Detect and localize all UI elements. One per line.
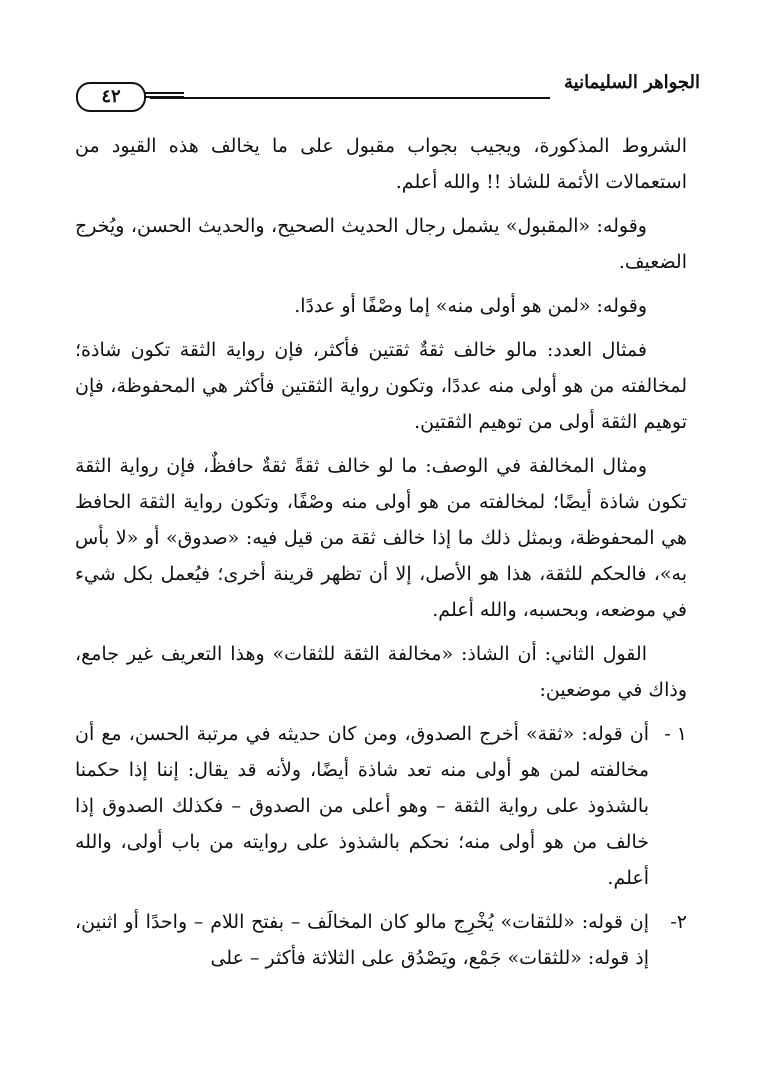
list-item [75, 716, 687, 896]
paragraph-maqbul: وقوله: «المقبول» يشمل رجال الحديث الصحيح، والحديث الحسن، ويُخرج الضعيف. [75, 215, 687, 273]
list-item-text: أن قوله: «ثقة» أخرج الصدوق، ومن كان حديثه في مرتبة الحسن، مع أن مخالفته لمن هو أولى منه تعد شاذة أيضًا، ولأنه قد يقال: إننا إذا حكمنا بالشذوذ على رواية الثقة – وهو أعلى من الصدوق – فكذلك الصدوق إذا خالف من هو أولى منه؛ نحكم بالشذوذ على روايته من باب أولى، والله أعلم. [75, 723, 649, 889]
book-title: الجواهر السليمانية [563, 72, 700, 93]
paragraph-continuation: الشروط المذكورة، ويجيب بجواب مقبول على ما يخالف هذه القيود من استعمالات الأئمة للشاذ !! والله أعلم. [75, 135, 687, 193]
paragraph-number-example: فمثال العدد: مالو خالف ثقةٌ ثقتين فأكثر، فإن رواية الثقة تكون شاذة؛ لمخالفته من هو أولى منه عددًا، وتكون رواية الثقتين فأكثر هي المحفوظة، فإن توهيم الثقة أولى من توهيم الثقتين. [75, 339, 687, 433]
page-header [60, 70, 700, 110]
header-rule [150, 97, 550, 99]
list-item [75, 904, 687, 976]
list-marker: ٢- [670, 911, 687, 933]
page-number: ٤٢ [76, 82, 146, 112]
list-item-text: إن قوله: «للثقات» يُخْرِج مالو كان المخالَف – بفتح اللام – واحدًا أو اثنين، إذ قوله: «للثقات» جَمْع، ويَصْدُق على الثلاثة فأكثر – على [75, 911, 649, 969]
header-ornament [144, 92, 184, 100]
page-body [75, 128, 687, 984]
paragraph-description-example: ومثال المخالفة في الوصف: ما لو خالف ثقةً ثقةٌ حافظٌ، فإن رواية الثقة تكون شاذة أيضًا؛ لمخالفته من هو أولى منه وصْفًا، وتكون رواية الثقة الحافظ هي المحفوظة، وبمثل ذلك ما إذا خالف ثقة من قيل فيه: «صدوق» أو «لا بأس به»، فالحكم للثقة، هذا هو الأصل، إلا أن تظهر قرينة أخرى؛ فيُعمل بكل شيء في موضعه، وبحسبه، والله أعلم. [75, 455, 687, 621]
paragraph-second-opinion: القول الثاني: أن الشاذ: «مخالفة الثقة للثقات» وهذا التعريف غير جامع، وذاك في موضعين: [75, 643, 687, 701]
list-marker: ١ - [664, 723, 687, 745]
paragraph-awla: وقوله: «لمن هو أولى منه» إما وصْفًا أو عددًا. [294, 295, 647, 317]
